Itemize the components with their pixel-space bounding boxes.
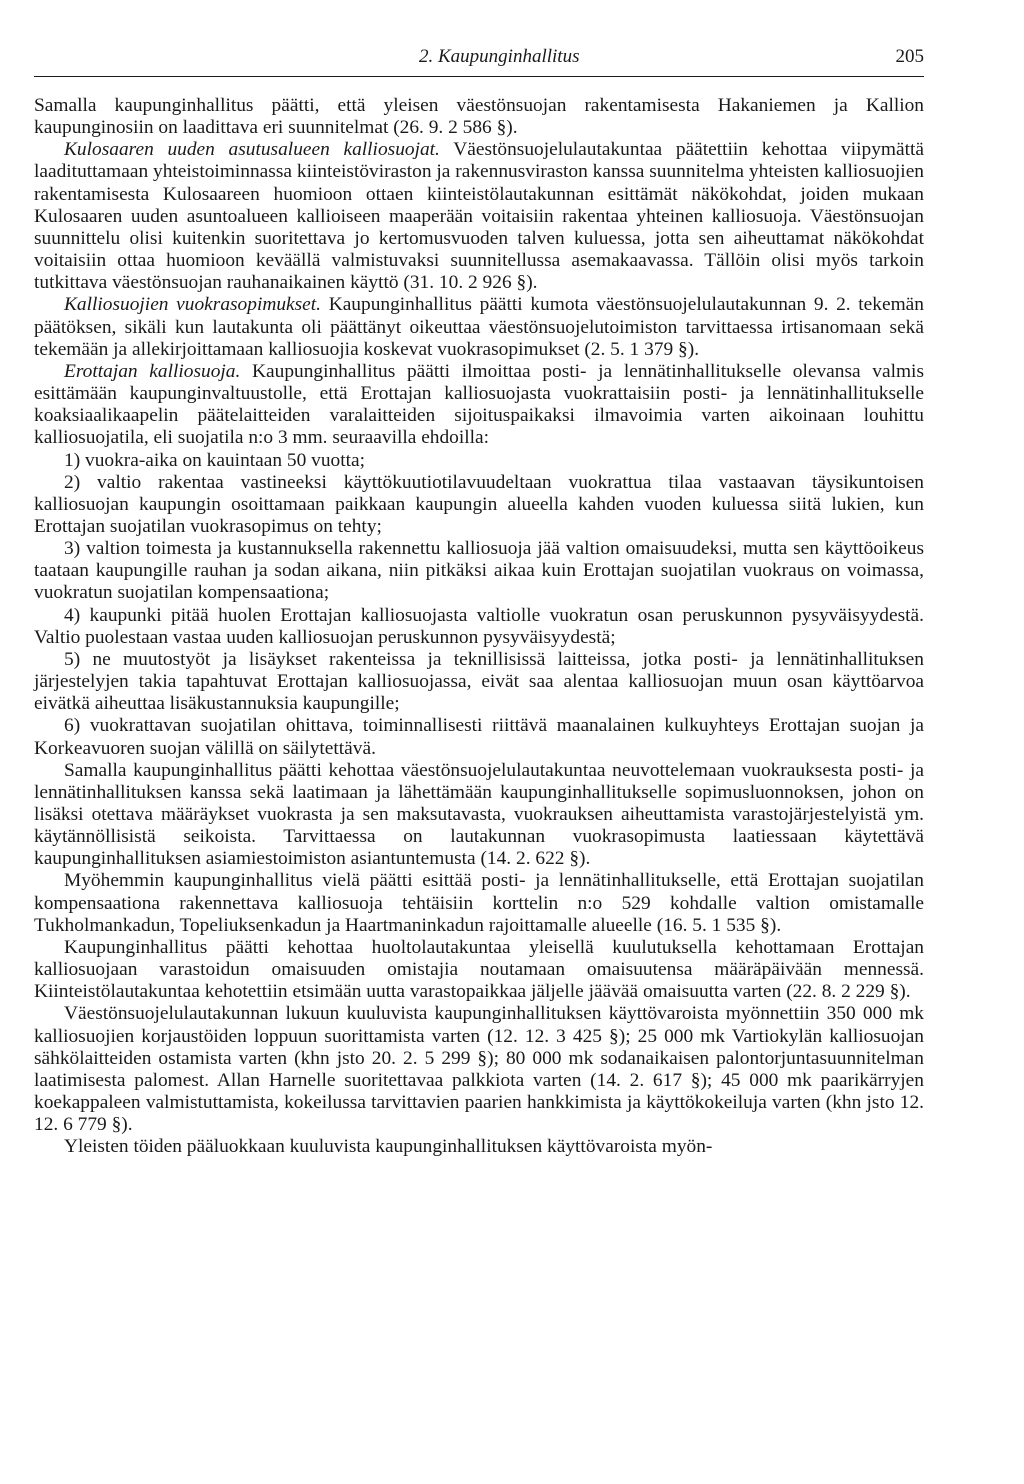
section-erottaja	[34, 361, 924, 450]
paragraph-text: Väestönsuojelulautakuntaa päätettiin kehottaa viipymättä laadituttamaan yhteistoiminnassa kiinteistöviraston ja rakennusviraston kanssa suunnitelma yhteisten kalliosuojien rakentamisesta Kulosaareen huomioon ottaen kiinteistölautakunnan esittämät näkökohdat, joiden mukaan Kulosaaren uuden asuntoalueen kallioiseen maaperään voitaisiin rakentaa yhteinen kalliosuoja. Väestönsuojan suunnittelu olisi kuitenkin suoritettava jo kertomusvuoden talven kuluessa, jotta sen aiheuttamat näkökohdat voitaisiin ottaa huomioon keväällä valmistuvaksi suunnitellussa asemakaavassa. Tällöin olisi myös tarkoin tutkittava väestönsuojan rauhanaikainen käyttö (31. 10. 2 926 §).	[34, 139, 924, 294]
paragraph-yleiset-tyot	[34, 1136, 924, 1158]
paragraph-text: Yleisten töiden pääluokkaan kuuluvista kaupunginhallituksen käyttövaroista myön-	[64, 1136, 713, 1158]
page-header	[34, 46, 924, 77]
paragraph-text: Samalla kaupunginhallitus päätti, että yleisen väestönsuojan rakentamisesta Hakaniemen ja Kallion kaupunginosiin on laadittava eri suunnitelmat (26. 9. 2 586 §).	[34, 95, 924, 139]
section-vuokrasopimukset	[34, 294, 924, 360]
condition-5	[34, 649, 924, 715]
paragraph-text: Kaupunginhallitus päätti kehottaa huoltolautakuntaa yleisellä kuulutuksella kehottamaan Erottajan kalliosuojaan varastoidun omaisuuden omistajia noutamaan omaisuutensa määräpäivään mennessä. Kiinteistölautakuntaa kehotettiin etsimään uutta varastopaikkaa jäljelle jäävää omaisuutta varten (22. 8. 2 229 §).	[34, 936, 924, 1003]
paragraph-text: Samalla kaupunginhallitus päätti kehottaa väestönsuojelulautakuntaa neuvottelemaan vuokrauksesta posti- ja lennätinhallituksen kanssa sekä laatimaan ja lähettämään kaupunginhallitukselle sopimusluonnoksen, johon on lisäksi otettava määräykset vuokrasta ja sen maksutavasta, vuokrauksen aiheuttamista varastojärjestelyistä ym. käytännöllisistä seikoista. Tarvittaessa on lautakunnan vuokrasopimusta laatiessaan käytettävä kaupunginhallituksen asiamiestoimiston asiantuntemusta (14. 2. 622 §).	[34, 759, 924, 870]
paragraph-kayttovarat	[34, 1003, 924, 1136]
running-title: 2. Kaupunginhallitus	[419, 46, 580, 67]
paragraph-text: Kaupunginhallitus päätti kumota väestönsuojelulautakunnan 9. 2. tekemän päätöksen, sikäli kun lautakunta oli päättänyt oikeuttaa väestönsuojelutoimiston tarvittaessa irtisanomaan sekä tekemään ja allekirjoittamaan kalliosuojia koskevat vuokrasopimukset (2. 5. 1 379 §).	[34, 294, 924, 360]
paragraph-text: 3) valtion toimesta ja kustannuksella rakennettu kalliosuoja jää valtion omaisuudeksi, mutta sen käyttöoikeus taataan kaupungille rauhan ja sodan aikana, niin pitkäksi aikaa kuin Erottajan suojatilan vuokraus on voimassa, vuokratun suojatilan kompensaationa;	[34, 538, 924, 604]
paragraph-text: 2) valtio rakentaa vastineeksi käyttökuutiotilavuudeltaan vuokrattua tilaa vastaavan täysikuntoisen kalliosuojan kaupungin osoittamaan paikkaan kaupungin alueella kahden vuoden kuluessa siitä lukien, kun Erottajan suojatilan vuokrasopimus on tehty;	[34, 471, 924, 537]
condition-6	[34, 715, 924, 759]
paragraph-text: Väestönsuojelulautakunnan lukuun kuuluvista kaupunginhallituksen käyttövaroista myönnettiin 350 000 mk kalliosuojien korjaustöiden loppuun suorittamista varten (12. 12. 3 425 §); 25 000 mk Vartiokylän kalliosuojan sähkölaitteiden ostamista varten (khn jsto 20. 2. 5 299 §); 80 000 mk sodanaikaisen palontorjuntasuunnitelman laatimisesta palomest. Allan Harnelle suoritettavaa palkkiota varten (14. 2. 617 §); 45 000 mk paarikärryjen koekappaleen valmistuttamista, kokeilussa tarvittavien paarien hankkimista ja käyttökokeiluja varten (khn jsto 12. 12. 6 779 §).	[34, 1003, 924, 1136]
condition-3	[34, 538, 924, 604]
section-heading: Kalliosuojien vuokrasopimukset.	[64, 294, 322, 316]
condition-1	[34, 450, 924, 472]
paragraph-text: 4) kaupunki pitää huolen Erottajan kalliosuojasta valtiolle vuokratun osan peruskunnon pysyväisyydestä. Valtio puolestaan vastaa uuden kalliosuojan peruskunnon pysyväisyydestä;	[34, 604, 924, 648]
condition-2	[34, 472, 924, 538]
paragraph-huoltolautakunta	[34, 937, 924, 1003]
paragraph-text: 1) vuokra-aika on kauintaan 50 vuotta;	[64, 449, 365, 471]
section-kulosaari	[34, 139, 924, 294]
paragraph-text: 5) ne muutostyöt ja lisäykset rakenteissa ja teknillisissä laitteissa, jotka posti- ja lennätinhallituksen järjestelyjen takia tapahtuvat Erottajan kalliosuojassa, eivät saa alentaa kalliosuojan muun osan käyttöarvoa eivätkä aiheuttaa lisäkustannuksia kaupungille;	[34, 648, 924, 715]
condition-4	[34, 605, 924, 649]
paragraph-text: 6) vuokrattavan suojatilan ohittava, toiminnallisesti riittävä maanalainen kulkuyhteys Erottajan suojan ja Korkeavuoren suojan välillä on säilytettävä.	[34, 715, 924, 759]
paragraph-intro	[34, 95, 924, 139]
paragraph-text: Kaupunginhallitus päätti ilmoittaa posti- ja lennätinhallitukselle olevansa valmis esittämään kaupunginvaltuustolle, että Erottajan kalliosuojasta vuokrattaisiin posti- ja lennätinhallitukselle koaksiaalikaapelin päätelaitteiden varalaitteiden sijoituspaikaksi ilmavoimia varten aikoinaan louhittu kalliosuojatila, eli suojatila n:o 3 mm. seuraavilla ehdoilla:	[34, 360, 924, 449]
paragraph-neuvottelu	[34, 760, 924, 871]
page-number: 205	[895, 46, 924, 67]
section-heading: Erottajan kalliosuoja.	[64, 360, 241, 382]
section-heading: Kulosaaren uuden asutusalueen kalliosuojat.	[64, 139, 440, 161]
page-body	[34, 95, 924, 1159]
paragraph-text: Myöhemmin kaupunginhallitus vielä päätti esittää posti- ja lennätinhallitukselle, että Erottajan suojatilan kompensaationa rakennettava kalliosuoja tehtäisiin korttelin n:o 529 kohdalle valtion omistamalle Tukholmankadun, Topeliuksenkadun ja Haartmaninkadun rajoittamalle alueelle (16. 5. 1 535 §).	[34, 870, 924, 936]
paragraph-myohemmin	[34, 870, 924, 936]
